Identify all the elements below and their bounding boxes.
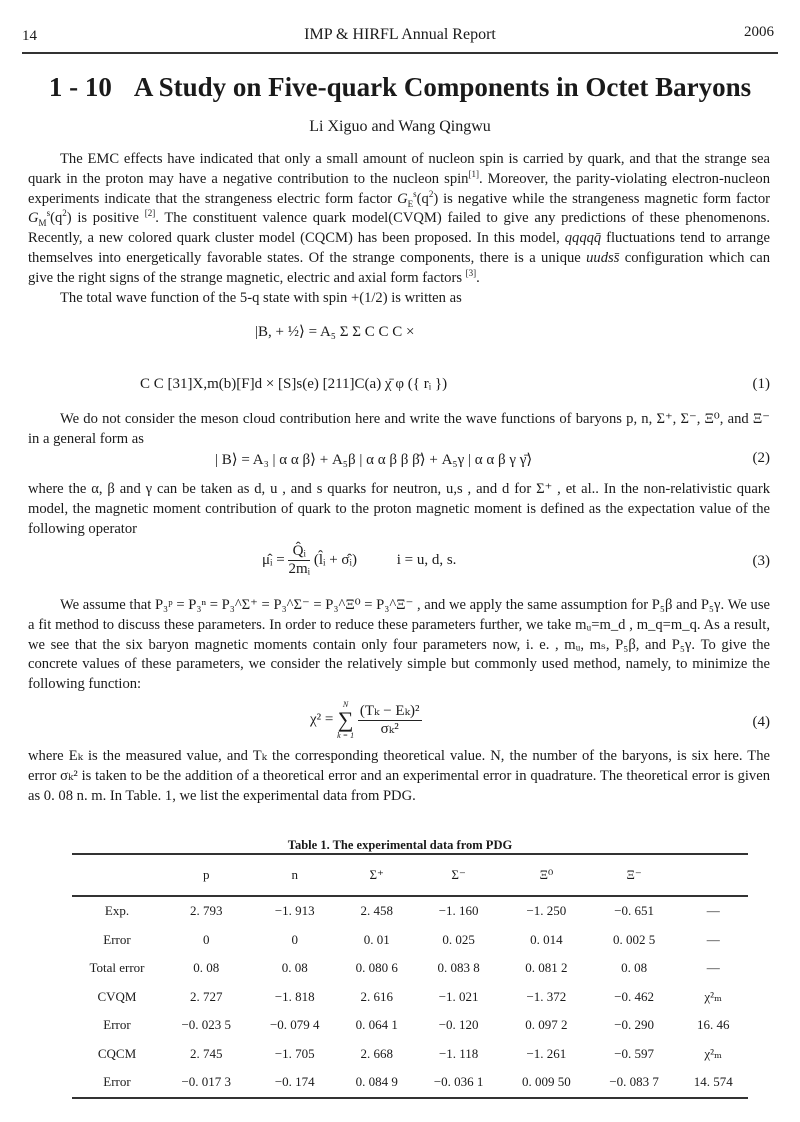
- math: (q: [50, 210, 63, 227]
- table-row: [72, 1040, 748, 1069]
- table-cell: −0. 023 5: [181, 1017, 232, 1033]
- row-label: CQCM: [97, 1045, 137, 1061]
- equation-2-number: (2): [752, 450, 770, 466]
- equation-4: [310, 700, 422, 740]
- citation-3[interactable]: [3]: [465, 267, 477, 278]
- math: i = u, d, s.: [396, 551, 457, 568]
- column-header: n: [291, 867, 298, 882]
- sum-lower: k = 1: [337, 731, 355, 740]
- text: where the α, β and γ can be taken as d, u , and s quarks for neutron, u,s , and d for Σ⁺ , et al.. In the non-relativistic quark model, the magnetic moment contribution of quark to the proton magnetic moment is defined as the expectation value of the following operator: [28, 481, 770, 537]
- math: G: [28, 210, 39, 227]
- text: where Eₖ is the measured value, and Tₖ the corresponding theoretical value. N, the number of the baryons, is six here. The error σₖ² is taken to be the addition of a theoretical error and an experimental error in quadrature. The theoretical error is given as 0. 08 n. m. In Table. 1, we list the experimental data from PDG.: [28, 748, 770, 804]
- table-cell: 0. 08: [193, 960, 220, 976]
- equation-1-line-2: C C [31]X,m(b)[F]d × [S]s(e) [211]C(a) χ̄ φ ({ rᵢ }): [140, 376, 448, 392]
- text: configuration which can give the right signs of the strange magnetic, electric and axial form factors: [28, 249, 770, 286]
- table-cell: −1. 250: [526, 903, 567, 919]
- table-cell: 2. 668: [360, 1045, 393, 1061]
- table-cell: 0. 014: [530, 931, 563, 947]
- table-cell: 0. 002 5: [613, 931, 656, 947]
- table-cell: 0. 083 8: [437, 960, 480, 976]
- text: . Moreover, the parity-violating electron-nucleon experiments indicate that the strangeness electric form factor: [28, 170, 770, 207]
- table-cell: 0. 097 2: [525, 1017, 568, 1033]
- column-header: [72, 854, 162, 896]
- equation-4-number: (4): [752, 714, 770, 730]
- equation-3-number: (3): [752, 553, 770, 569]
- table-cell: —: [706, 903, 720, 919]
- table-cell: 0. 08: [281, 960, 308, 976]
- error-paragraph: [28, 747, 770, 806]
- text: fluctuations tend to arrange themselves into energetically favorable states. Of the strange components, there is a unique: [28, 230, 770, 266]
- table-cell: 0. 080 6: [355, 960, 398, 976]
- table-cell: −1. 021: [438, 988, 479, 1004]
- table-row: [72, 926, 748, 955]
- table-cell: −0. 462: [614, 988, 655, 1004]
- row-label: CVQM: [97, 988, 137, 1004]
- text: is negative while the strangeness magnetic form factor: [438, 190, 771, 207]
- math: (l̂ᵢ + σ̂ᵢ): [313, 551, 357, 568]
- table-cell: −0. 290: [614, 1017, 655, 1033]
- math: s: [46, 208, 51, 219]
- math: ): [66, 210, 72, 227]
- quark-model-paragraph: [28, 480, 770, 539]
- table-row: [72, 1011, 748, 1040]
- table-cell: 0: [291, 931, 298, 947]
- table-cell: 0. 08: [621, 960, 648, 976]
- table-cell: 2. 458: [360, 903, 393, 919]
- column-header: Ξ⁰: [539, 867, 554, 882]
- fraction: [288, 543, 310, 578]
- numerator: Q̂ᵢ: [288, 543, 310, 561]
- table-cell: −0. 174: [274, 1074, 315, 1090]
- year: 2006: [744, 24, 774, 40]
- pdg-data-table: [72, 853, 748, 1099]
- table-cell: 2. 793: [190, 903, 223, 919]
- table-row: [72, 983, 748, 1012]
- math: 2: [62, 208, 67, 219]
- equation-2: | B⟩ = A₃ | α α β⟩ + A₅β | α α β β β̄⟩ + A₅γ | α α β γ γ̄⟩: [215, 452, 533, 468]
- table-cell: −0. 597: [614, 1045, 655, 1061]
- article-title: [22, 72, 778, 103]
- article-number: 1 - 10: [48, 72, 112, 102]
- table-cell: —: [706, 960, 720, 976]
- text: .: [476, 269, 480, 286]
- table-cell: 14. 574: [693, 1074, 733, 1090]
- math: G: [397, 190, 408, 207]
- math: M: [38, 218, 47, 229]
- text: We do not consider the meson cloud contribution here and write the wave functions of baryons p, n, Σ⁺, Σ⁻, Ξ⁰, and Ξ⁻ in a general form as: [28, 411, 770, 447]
- citation-1[interactable]: [1]: [468, 168, 479, 179]
- column-header: [678, 854, 748, 896]
- table-cell: −0. 120: [438, 1017, 479, 1033]
- table-cell: 0. 025: [442, 931, 475, 947]
- table-header-row: [72, 854, 748, 896]
- row-label: Exp.: [104, 903, 130, 919]
- table-cell: −1. 261: [526, 1045, 567, 1061]
- table-cell: 0. 081 2: [525, 960, 568, 976]
- math: ): [433, 190, 439, 207]
- sum-upper: N: [342, 700, 349, 709]
- table-caption: Table 1. The experimental data from PDG: [287, 838, 513, 852]
- table-cell: 2. 727: [190, 988, 223, 1004]
- fit-paragraph: [28, 596, 770, 695]
- column-header: Σ⁺: [369, 867, 384, 882]
- table-cell: −0. 651: [614, 903, 655, 919]
- table-cell: −1. 372: [526, 988, 567, 1004]
- row-label: Error: [103, 1017, 131, 1033]
- table-cell: 2. 745: [190, 1045, 223, 1061]
- running-header: [22, 22, 778, 54]
- table-row: [72, 1068, 748, 1098]
- column-header: p: [203, 867, 210, 882]
- math: 2: [428, 188, 434, 199]
- row-label: Total error: [89, 960, 145, 976]
- journal-name: IMP & HIRFL Annual Report: [304, 26, 496, 43]
- table-cell: χ²ₘ: [704, 1045, 722, 1061]
- table-cell: −1. 705: [274, 1045, 315, 1061]
- column-header: Ξ⁻: [626, 867, 642, 882]
- table-cell: 0. 084 9: [355, 1074, 398, 1090]
- text: is positive: [71, 210, 145, 227]
- math: uudss̄: [586, 249, 620, 266]
- page-number: 14: [22, 28, 37, 44]
- equation-3: [262, 543, 456, 578]
- summation: N ∑ k = 1: [337, 700, 355, 740]
- table-cell: 0. 064 1: [355, 1017, 398, 1033]
- denominator: σₖ²: [380, 720, 399, 737]
- table-cell: −0. 079 4: [269, 1017, 320, 1033]
- text: The EMC effects have indicated that only a small amount of nucleon spin is carried by quark, and that the strange sea quark in the proton may have a negative contribution to the nucleon spin: [28, 151, 770, 187]
- table-cell: −0. 083 7: [609, 1074, 659, 1090]
- math: E: [407, 198, 414, 209]
- table-cell: −0. 036 1: [433, 1074, 484, 1090]
- table-cell: —: [706, 931, 720, 947]
- table-cell: 0. 01: [363, 931, 390, 947]
- table-cell: 16. 46: [696, 1017, 730, 1033]
- text: We assume that P₃ᵖ = P₃ⁿ = P₃^Σ⁺ = P₃^Σ⁻ = P₃^Ξ⁰ = P₃^Ξ⁻ , and we apply the same assumption for P₅β and P₅γ. We use a fit method to discuss these parameters. In order to reduce these parameters further, we take mᵤ=m_d , m_q=m_q. As a result, we see that the six baryon magnetic moments contain only four parameters now, i. e. , mᵤ, mₛ, P₅β, and P₅γ. To give the concrete values of these parameters, we consider the relatively simple but commonly used method, namely, to minimize the following function:: [28, 597, 770, 693]
- intro-paragraph: [28, 150, 770, 308]
- math: s: [413, 188, 417, 199]
- table-cell: −1. 818: [274, 988, 315, 1004]
- wave-function-paragraph: [28, 410, 770, 450]
- table-cell: −1. 118: [438, 1045, 479, 1061]
- numerator: (Tₖ − Eₖ)²: [359, 702, 420, 719]
- wave-function-intro: The total wave function of the 5-q state with spin +(1/2) is written as: [60, 289, 462, 306]
- fraction: [358, 703, 422, 738]
- article-title-text: A Study on Five-quark Components in Octet Baryons: [133, 72, 752, 102]
- table-cell: −1. 160: [438, 903, 479, 919]
- table-cell: χ²ₘ: [704, 988, 722, 1004]
- citation-2[interactable]: [2]: [144, 208, 156, 219]
- table-cell: 0. 009 50: [522, 1074, 571, 1090]
- column-header: Σ⁻: [451, 867, 466, 882]
- authors: Li Xiguo and Wang Qingwu: [309, 118, 491, 135]
- table-cell: 0: [203, 931, 210, 947]
- equation-1-line-1: |B, + ½⟩ = A₅ Σ Σ C C C ×: [255, 324, 415, 340]
- equation-1-number: (1): [752, 376, 770, 392]
- table-cell: −0. 017 3: [181, 1074, 232, 1090]
- text: . The constituent valence quark model(CVQM) failed to give any predictions of these phenomenons. Recently, a new colored quark cluster model (CQCM) has been proposed. In this model,: [28, 210, 770, 247]
- table-cell: −1. 913: [274, 903, 315, 919]
- table-row: [72, 896, 748, 926]
- row-label: Error: [103, 931, 131, 947]
- table-row: [72, 954, 748, 983]
- denominator: 2mᵢ: [288, 561, 311, 577]
- math: qqqqq̄: [564, 230, 602, 247]
- table-cell: 2. 616: [360, 988, 393, 1004]
- math: (q: [416, 190, 429, 207]
- row-label: Error: [103, 1074, 131, 1090]
- math: μ̂ᵢ =: [262, 551, 285, 568]
- math: χ² =: [310, 711, 334, 728]
